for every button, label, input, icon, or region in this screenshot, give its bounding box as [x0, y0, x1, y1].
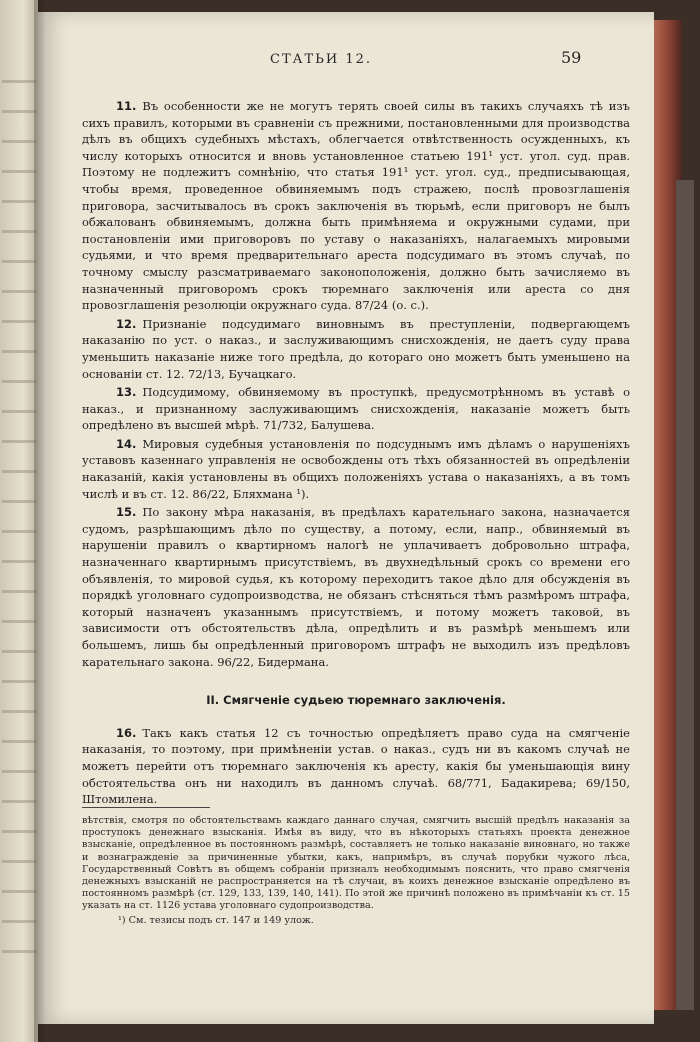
section-heading: II. Смягченіе судьею тюремнаго заключенія.	[206, 693, 506, 708]
page-number: 59	[561, 48, 582, 67]
footnote-continuation: вѣтствія, смотря по обстоятельствамъ каждаго даннаго случая, смягчить высшій предѣлъ наказанія за проступокъ денежнаго взысканія. Имѣя въ виду, что въ нѣкоторыхъ статьяхъ проекта денежное взысканіе, опредѣленное въ постоянномъ размѣрѣ, составляетъ не только наказаніе виновнаго, но также и вознагражденіе за причиненные убытки, какъ, напримѣръ, въ случаѣ порубки чужого лѣса, Государственный Совѣтъ въ общемъ собраніи призналъ необходимымъ пояснить, что право смягченія денежныхъ взысканій не распространяется на тѣ случаи, въ коихъ денежное взысканіе опредѣлено въ постоянномъ размѣрѣ (ст. 129, 133, 139, 140, 141). По этой же причинѣ положено въ примѣчаніи къ ст. 15 указать на ст. 1126 устава уголовнаго судопроизводства.	[82, 815, 630, 912]
footnote-divider	[82, 807, 210, 808]
left-page-edge	[0, 0, 38, 1042]
book-page	[38, 12, 654, 1024]
paragraph-11: 11. Въ особенности же не могутъ терять своей силы въ такихъ случаяхъ тѣ изъ сихъ правилъ, которыми въ сравненіи съ прежними, постановленными для производства дѣлъ въ общихъ судебныхъ мѣстахъ, облегчается отвѣтственность осужденныхъ, къ числу которыхъ относится и вновь установленное статьею 191¹ уст. угол. суд. прав. Поэтому не подлежитъ сомнѣнію, что статья 191¹ уст. угол. суд., предписывающая, чтобы время, проведенное обвиняемымъ подъ стражею, послѣ провозглашенія приговора, засчитывалось въ срокъ заключенія въ тюрьмѣ, если приговоръ не былъ обжалованъ обвиняемымъ, должна быть примѣняема и окружными судами, при постановленіи ими приговоровъ по уставу о наказаніяхъ, налагаемыхъ мировыми судьями, и что время предварительнаго ареста подсудимаго въ этомъ случаѣ, по точному смыслу разсматриваемаго законоположенія, должно быть зачисляемо въ назначенный приговоромъ срокъ тюремнаго заключенія или ареста со дня провозглашенія резолюціи окружнаго суда. 87/24 (о. с.).	[82, 99, 630, 313]
paragraph-12: 12. Признаніе подсудимаго виновнымъ въ преступленіи, подвергающемъ наказанію по уст. о наказ., и заслуживающимъ снисхожденія, не даетъ суду права уменьшить наказаніе ниже того предѣла, до котораго оно можетъ быть уменьшено на основаніи ст. 12. 72/13, Бучацкаго.	[82, 316, 630, 381]
book-edge-dark	[676, 180, 694, 1010]
paragraph-16: 16. Такъ какъ статья 12 съ точностью опредѣляетъ право суда на смягченіе наказанія, то поэтому, при примѣненіи устав. о наказ., судъ ни въ какомъ случаѣ не можетъ перейти отъ тюремнаго заключенія къ аресту, какія бы уменьшающія вину обстоятельства онъ ни находилъ въ данномъ случаѣ. 68/771, Бадакирева; 69/150, Штомилена.	[82, 725, 630, 807]
spine-shadow	[34, 0, 46, 1042]
paragraph-13: 13. Подсудимому, обвиняемому въ проступкѣ, предусмотрѣнномъ въ уставѣ о наказ., и признанному заслуживающимъ снисхожденія, наказаніе можетъ быть опредѣлено въ высшей мѣрѣ. 71/732, Балушева.	[82, 385, 630, 433]
footnotes	[82, 815, 630, 927]
paragraph-14: 14. Мировыя судебныя установленія по подсуднымъ имъ дѣламъ о нарушеніяхъ уставовъ казеннаго управленія не освобождены отъ тѣхъ обязанностей въ опредѣленіи наказаній, какія установлены въ общихъ положеніяхъ устава о наказаніяхъ, а въ томъ числѣ и въ ст. 12. 86/22, Бляхмана ¹).	[82, 436, 630, 501]
footnote-1: ¹) См. тезисы подъ ст. 147 и 149 улож.	[118, 914, 314, 926]
paragraph-15: 15. По закону мѣра наказанія, въ предѣлахъ карательнаго закона, назначается судомъ, разрѣшающимъ дѣло по существу, а потому, если, напр., обвиняемый въ нарушеніи правилъ о квартирномъ налогѣ не уплачиваетъ добровольно штрафа, назначеннаго квартирнымъ присутствіемъ, въ двухнедѣльный срокъ со времени его объявленія, то мировой судья, къ которому переходитъ такое дѣло для обсужденія въ порядкѣ уголовнаго судопроизводства, не обязанъ стѣсняться тѣмъ размѣромъ штрафа, который назначенъ указаннымъ присутствіемъ, и потому можетъ таковой, въ зависимости отъ обстоятельствъ дѣла, опредѣлить и въ размѣрѣ меньшемъ или большемъ, лишь бы опредѣленный приговоромъ штрафъ не выходилъ изъ предѣловъ карательнаго закона. 96/22, Бидермана.	[82, 505, 630, 669]
running-head-title: СТАТЬИ 12.	[270, 52, 373, 67]
running-head	[38, 48, 654, 72]
main-text	[82, 98, 630, 810]
